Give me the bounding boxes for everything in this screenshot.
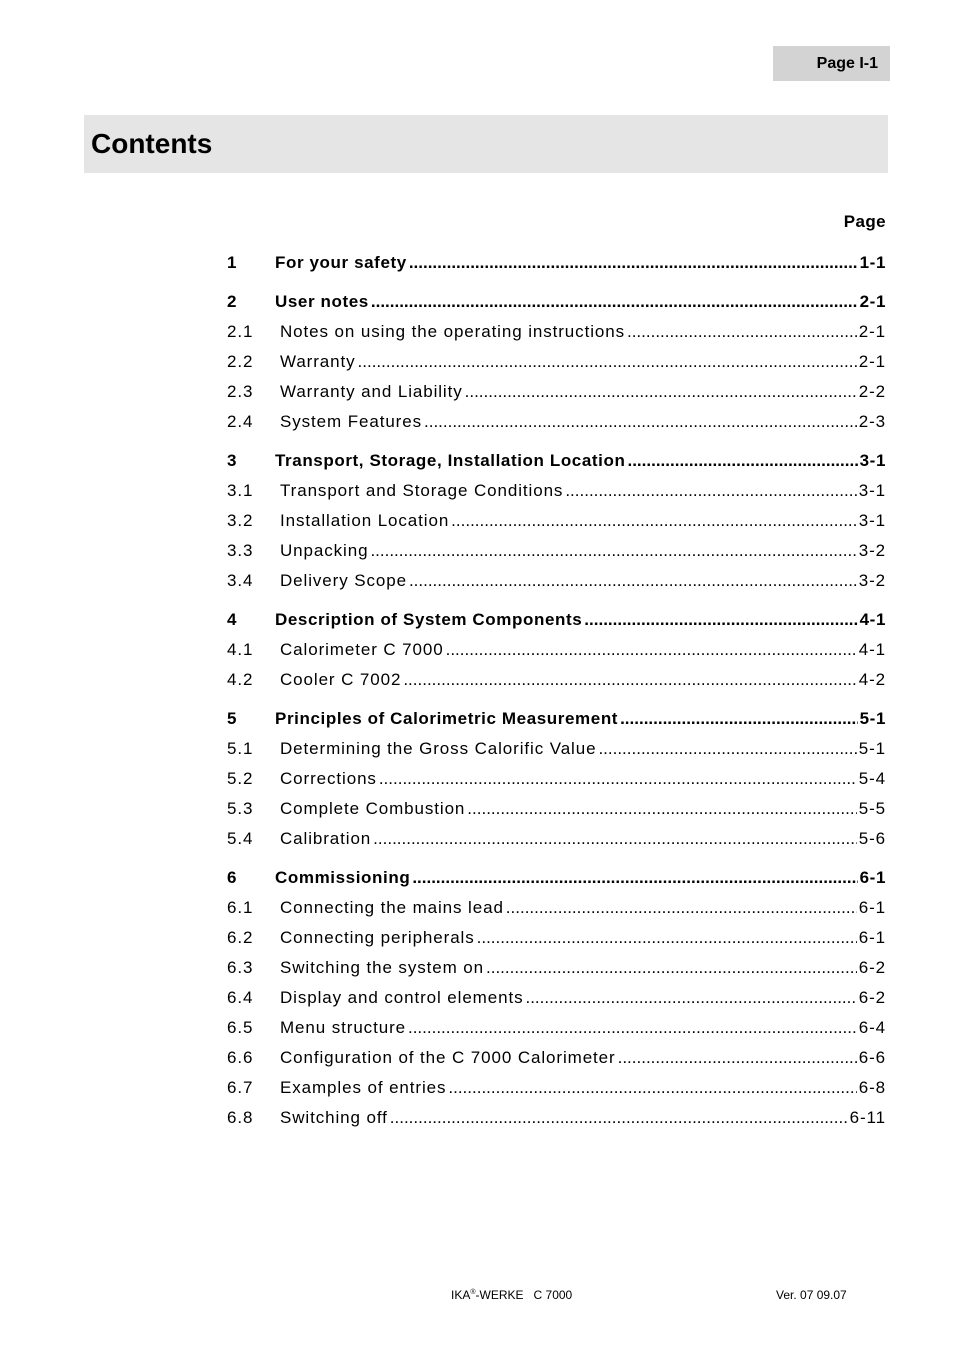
toc-dot-leader [390,1103,848,1133]
toc-subsection-row[interactable] [227,893,886,923]
toc-dot-leader [424,407,857,437]
toc-dot-leader [403,665,856,695]
toc-subsection-row[interactable] [227,1013,886,1043]
toc-dot-leader [379,764,857,794]
toc-dot-leader [506,893,857,923]
toc-entry-number: 3.2 [227,511,254,530]
toc-subsection-row[interactable] [227,1073,886,1103]
toc-entry-page: 5-6 [858,829,886,848]
toc-entry-title: Examples of entries [280,1078,447,1097]
toc-section-row[interactable] [227,704,886,734]
toc-entry-page: 5-1 [859,709,886,728]
footer-product [451,1288,572,1302]
toc-entry-number: 4.2 [227,670,254,689]
toc-dot-leader [371,287,858,317]
toc-entry-number: 2.3 [227,382,254,401]
toc-entry-number: 3.4 [227,571,254,590]
toc-subsection-row[interactable] [227,317,886,347]
page-number-badge: Page I-1 [773,46,890,81]
table-of-contents [227,248,886,1142]
toc-entry-title: Warranty and Liability [280,382,463,401]
toc-entry-title: Cooler C 7002 [280,670,402,689]
toc-entry-number: 5.2 [227,769,254,788]
toc-entry-page: 6-8 [858,1078,886,1097]
toc-entry-page: 4-1 [859,610,886,629]
toc-entry-title: Delivery Scope [280,571,407,590]
toc-entry-number: 3.1 [227,481,254,500]
toc-subsection-row[interactable] [227,1103,886,1133]
toc-entry-page: 3-1 [858,511,886,530]
toc-dot-leader [373,824,857,854]
toc-entry-number: 5.4 [227,829,254,848]
toc-entry-title: Menu structure [280,1018,406,1037]
toc-dot-leader [370,536,856,566]
toc-entry-title: Calibration [280,829,372,848]
toc-entry-title: Switching off [280,1108,388,1127]
toc-entry-page: 1-1 [859,253,886,272]
toc-entry-page: 5-5 [858,799,886,818]
toc-subsection-row[interactable] [227,566,886,596]
toc-entry-title: System Features [280,412,422,431]
registered-mark: ® [470,1289,476,1296]
toc-entry-page: 6-6 [858,1048,886,1067]
toc-dot-leader [409,566,857,596]
toc-entry-number: 1 [227,253,238,272]
toc-entry-number: 2.1 [227,322,254,341]
toc-subsection-row[interactable] [227,635,886,665]
toc-dot-leader [412,863,857,893]
toc-entry-title: Installation Location [280,511,450,530]
page-column-label: Page [843,212,886,231]
page-title: Contents [91,128,213,159]
toc-section-block [227,446,886,596]
toc-section-row[interactable] [227,605,886,635]
toc-entry-page: 2-1 [858,352,886,371]
toc-dot-leader [627,446,857,476]
toc-dot-leader [358,347,857,377]
toc-entry-page: 2-1 [858,322,886,341]
toc-entry-page: 6-1 [858,928,886,947]
toc-entry-number: 6.4 [227,988,254,1007]
toc-dot-leader [598,734,856,764]
toc-entry-number: 5.1 [227,739,254,758]
toc-subsection-row[interactable] [227,734,886,764]
toc-entry-page: 6-1 [858,898,886,917]
toc-entry-page: 3-1 [859,451,886,470]
toc-dot-leader [618,1043,857,1073]
toc-subsection-row[interactable] [227,536,886,566]
toc-entry-number: 4.1 [227,640,254,659]
toc-entry-page: 3-2 [858,541,886,560]
toc-entry-number: 2.2 [227,352,254,371]
toc-entry-title: Commissioning [275,868,411,887]
toc-entry-page: 6-2 [858,988,886,1007]
toc-section-row[interactable] [227,863,886,893]
toc-subsection-row[interactable] [227,407,886,437]
toc-dot-leader [620,704,858,734]
toc-subsection-row[interactable] [227,923,886,953]
toc-section-row[interactable] [227,446,886,476]
toc-dot-leader [486,953,857,983]
toc-entry-page: 6-4 [858,1018,886,1037]
toc-subsection-row[interactable] [227,794,886,824]
toc-entry-number: 2 [227,292,238,311]
toc-entry-page: 3-2 [858,571,886,590]
toc-dot-leader [451,506,857,536]
toc-section-row[interactable] [227,248,886,278]
footer-version: Ver. 07 09.07 [776,1288,847,1302]
toc-entry-page: 3-1 [858,481,886,500]
toc-subsection-row[interactable] [227,377,886,407]
toc-entry-number: 6.5 [227,1018,254,1037]
toc-subsection-row[interactable] [227,665,886,695]
footer-brand-suffix: -WERKE C 7000 [475,1288,573,1302]
toc-entry-title: Corrections [280,769,377,788]
toc-entry-number: 2.4 [227,412,254,431]
toc-section-block [227,287,886,437]
toc-entry-title: User notes [275,292,369,311]
toc-entry-number: 5.3 [227,799,254,818]
toc-entry-page: 2-2 [858,382,886,401]
toc-subsection-row[interactable] [227,824,886,854]
toc-entry-number: 6.3 [227,958,254,977]
toc-dot-leader [446,635,857,665]
toc-entry-number: 4 [227,610,238,629]
toc-entry-title: Description of System Components [275,610,583,629]
toc-section-block [227,863,886,1133]
toc-dot-leader [409,248,858,278]
toc-entry-title: Configuration of the C 7000 Calorimeter [280,1048,616,1067]
toc-entry-title: Transport, Storage, Installation Location [275,451,626,470]
toc-dot-leader [465,377,857,407]
toc-subsection-row[interactable] [227,953,886,983]
toc-entry-number: 6.7 [227,1078,254,1097]
toc-entry-title: Connecting peripherals [280,928,475,947]
toc-entry-title: Determining the Gross Calorific Value [280,739,597,758]
toc-subsection-row[interactable] [227,983,886,1013]
footer-brand: IKA [451,1288,471,1302]
toc-dot-leader [584,605,857,635]
toc-entry-title: Warranty [280,352,356,371]
toc-entry-title: Transport and Storage Conditions [280,481,564,500]
toc-dot-leader [477,923,857,953]
toc-dot-leader [627,317,857,347]
toc-entry-title: Principles of Calorimetric Measurement [275,709,619,728]
toc-entry-page: 2-3 [858,412,886,431]
toc-subsection-row[interactable] [227,1043,886,1073]
toc-entry-page: 2-1 [859,292,886,311]
toc-entry-title: Display and control elements [280,988,524,1007]
toc-entry-title: Unpacking [280,541,369,560]
toc-entry-title: For your safety [275,253,407,272]
toc-entry-page: 6-1 [859,868,886,887]
toc-entry-page: 6-11 [849,1108,886,1127]
toc-entry-page: 6-2 [858,958,886,977]
toc-section-block [227,248,886,278]
toc-entry-page: 5-1 [858,739,886,758]
toc-subsection-row[interactable] [227,347,886,377]
toc-entry-title: Calorimeter C 7000 [280,640,444,659]
toc-entry-page: 4-1 [858,640,886,659]
toc-entry-title: Switching the system on [280,958,485,977]
toc-entry-number: 6 [227,868,238,887]
toc-dot-leader [448,1073,856,1103]
toc-entry-number: 6.8 [227,1108,254,1127]
toc-entry-number: 5 [227,709,238,728]
toc-entry-title: Complete Combustion [280,799,466,818]
toc-section-row[interactable] [227,287,886,317]
toc-entry-title: Notes on using the operating instructions [280,322,625,341]
toc-entry-number: 6.2 [227,928,254,947]
toc-entry-title: Connecting the mains lead [280,898,504,917]
toc-subsection-row[interactable] [227,476,886,506]
toc-dot-leader [525,983,856,1013]
toc-dot-leader [467,794,856,824]
toc-subsection-row[interactable] [227,764,886,794]
toc-entry-page: 5-4 [858,769,886,788]
toc-entry-page: 4-2 [858,670,886,689]
toc-section-block [227,704,886,854]
title-bar [84,115,888,173]
toc-section-block [227,605,886,695]
toc-dot-leader [565,476,856,506]
toc-dot-leader [408,1013,857,1043]
toc-entry-number: 3.3 [227,541,254,560]
toc-entry-number: 3 [227,451,238,470]
toc-entry-number: 6.6 [227,1048,254,1067]
toc-entry-number: 6.1 [227,898,254,917]
toc-subsection-row[interactable] [227,506,886,536]
